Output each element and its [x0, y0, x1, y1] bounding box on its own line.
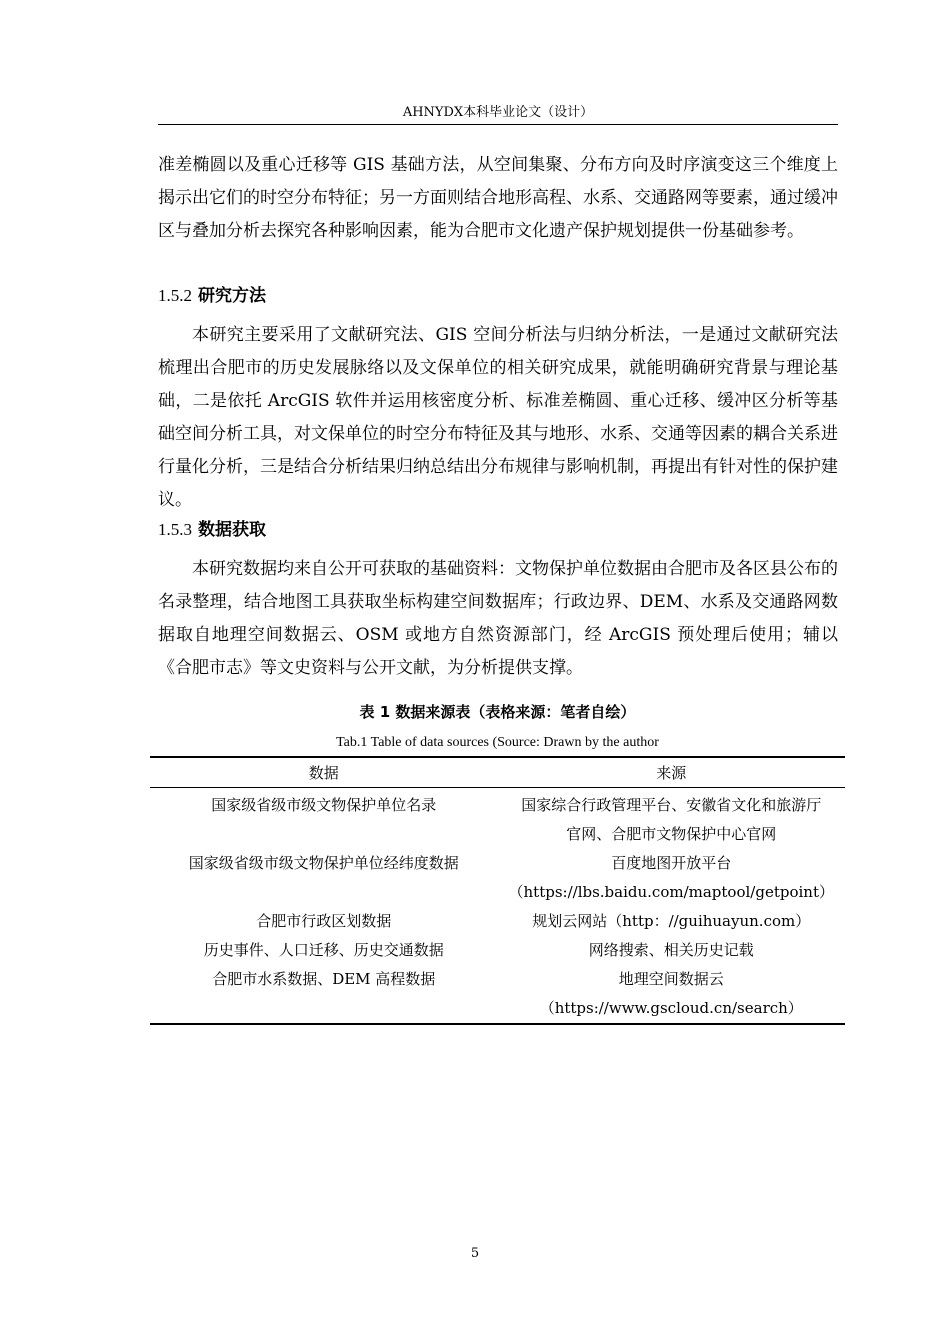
- cell-text: 百度地图开放平台: [611, 854, 732, 872]
- cell-text: 历史事件、人口迁移、历史交通数据: [203, 941, 444, 959]
- paragraph-research-methods: 本研究主要采用了文献研究法、GIS 空间分析法与归纳分析法，一是通过文献研究法梳理出合肥市的历史发展脉络以及文保单位的相关研究成果，就能明确研究背景与理论基础，二是依托 ArcGIS 软件并运用核密度分析、标准差椭圆、重心迁移、缓冲区分析等基础空间分析工具，对文保单位的时空分布特征及其与地形、水系、交通等因素的耦合关系进行量化分析，三是结合分析结果归纳总结出分布规律与影响机制，再提出有针对性的保护建议。: [158, 325, 838, 510]
- table-cell-data: [150, 936, 498, 965]
- table-cell-data: [150, 788, 498, 850]
- table-cell-source: [498, 907, 846, 936]
- cell-text: （https://www.gscloud.cn/search）: [539, 999, 803, 1017]
- paragraph-research-content: 准差椭圆以及重心迁移等 GIS 基础方法，从空间集聚、分布方向及时序演变这三个维度上揭示出它们的时空分布特征；另一方面则结合地形高程、水系、交通路网等要素，通过缓冲区与叠加分析去探究各种影响因素，能为合肥市文化遗产保护规划提供一份基础参考。: [158, 155, 838, 241]
- table-caption-chinese: 表 1 数据来源表（表格来源：笔者自绘）: [359, 703, 636, 721]
- table-cell-data: [150, 965, 498, 1024]
- running-header: AHNYDX本科毕业论文（设计）: [158, 104, 838, 125]
- cell-text: 网络搜索、相关历史记载: [588, 941, 754, 959]
- cell-text: 国家级省级市级文物保护单位名录: [211, 796, 437, 814]
- paragraph-data-acquisition: 本研究数据均来自公开可获取的基础资料：文物保护单位数据由合肥市及各区县公布的名录整理，结合地图工具获取坐标构建空间数据库；行政边界、DEM、水系及交通路网数据取自地理空间数据云、OSM 或地方自然资源部门，经 ArcGIS 预处理后使用；辅以《合肥市志》等文史资料与公开文献，为分析提供支撑。: [158, 559, 838, 678]
- cell-text: （https://lbs.baidu.com/maptool/getpoint）: [508, 883, 834, 901]
- table-header-row: [150, 757, 845, 788]
- cell-text: 国家综合行政管理平台、安徽省文化和旅游厅: [521, 796, 822, 814]
- table-cell-source: [498, 936, 846, 965]
- section-heading-1-5-3: [158, 518, 838, 542]
- section-title: 数据获取: [198, 520, 266, 540]
- table-row: [150, 965, 845, 1024]
- section-title: 研究方法: [198, 286, 266, 306]
- cell-text: 合肥市水系数据、DEM 高程数据: [212, 970, 436, 988]
- table-row: [150, 788, 845, 850]
- table-cell-data: [150, 907, 498, 936]
- column-header-source: 来源: [498, 757, 846, 788]
- page-number: 5: [470, 1246, 480, 1261]
- section-heading-1-5-2: [158, 284, 838, 308]
- section-number: 1.5.2: [158, 286, 192, 305]
- column-header-data: 数据: [150, 757, 498, 788]
- table-row: [150, 849, 845, 907]
- table-row: [150, 936, 845, 965]
- table-cell-source: [498, 788, 846, 850]
- cell-text: 国家级省级市级文物保护单位经纬度数据: [188, 854, 459, 872]
- table-cell-source: [498, 965, 846, 1024]
- table-cell-data: [150, 849, 498, 907]
- section-number: 1.5.3: [158, 520, 192, 539]
- cell-text: 官网、合肥市文物保护中心官网: [566, 825, 777, 843]
- data-sources-table: [150, 756, 845, 1025]
- table-cell-source: [498, 849, 846, 907]
- cell-text: 合肥市行政区划数据: [256, 912, 392, 930]
- table-caption-english: Tab.1 Table of data sources (Source: Drawn by the author: [336, 735, 659, 750]
- table-row: [150, 907, 845, 936]
- cell-text: 地理空间数据云: [618, 970, 724, 988]
- cell-text: 规划云网站（http：//guihuayun.com）: [532, 912, 811, 930]
